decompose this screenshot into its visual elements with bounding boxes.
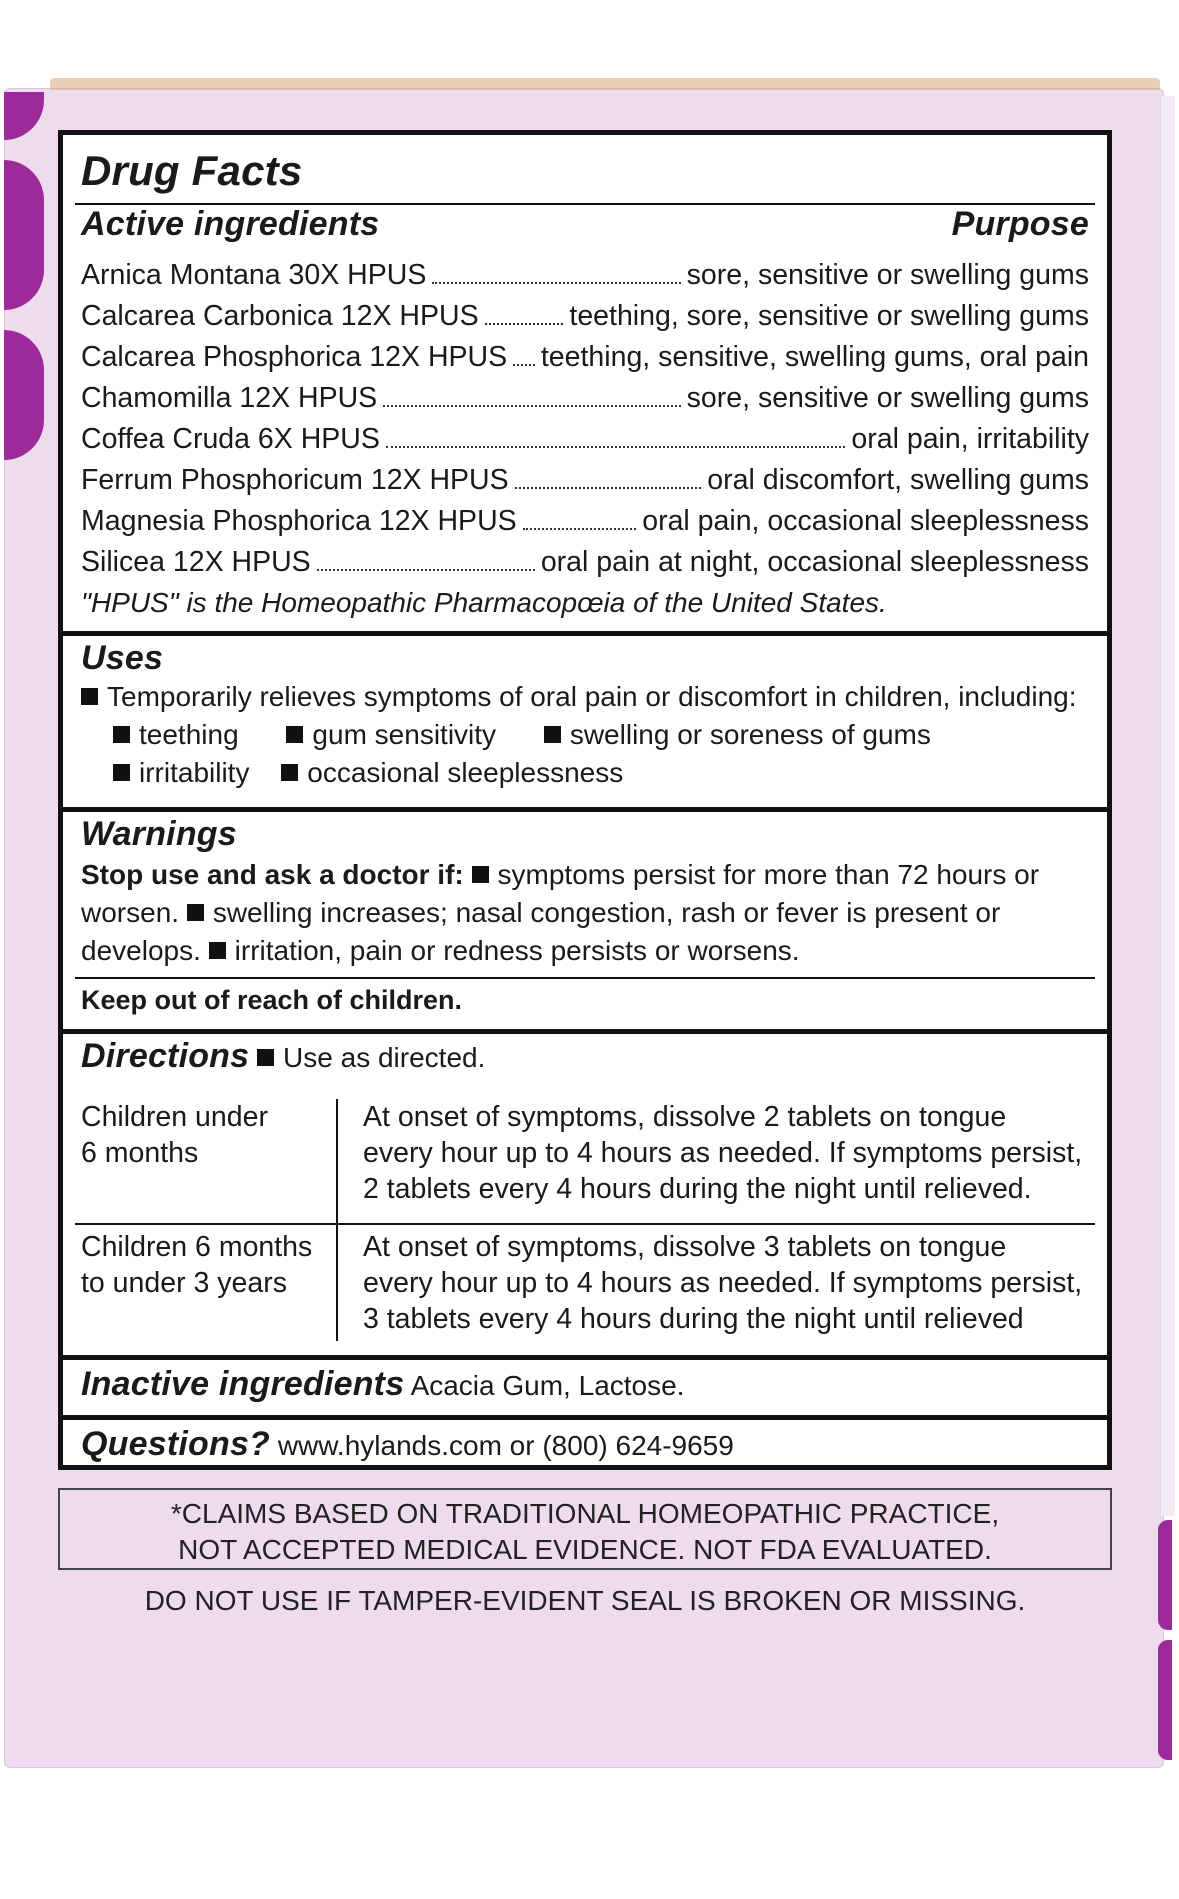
ingredient-purpose: oral pain at night, occasional sleeplessness: [540, 546, 1089, 578]
questions-header: Questions?: [81, 1425, 271, 1463]
ingredient-purpose: oral pain, irritability: [851, 423, 1089, 455]
inactive-value: Acacia Gum, Lactose.: [410, 1370, 685, 1401]
ingredient-row: [81, 258, 1089, 292]
dosage-text: every hour up to 4 hours as needed. If symptoms persist,: [363, 1267, 1083, 1299]
age-text: Children 6 months: [81, 1231, 313, 1263]
claims-line: NOT ACCEPTED MEDICAL EVIDENCE. NOT FDA EVALUATED.: [178, 1534, 992, 1565]
ingredient-row: [81, 381, 1089, 415]
directions-note: Use as directed.: [283, 1042, 486, 1073]
drug-facts-title: Drug Facts: [81, 147, 303, 194]
dosage-cell: [363, 1099, 1082, 1207]
warning-text: develops.: [81, 935, 201, 966]
uses-intro: [81, 681, 1089, 713]
inactive-header: Inactive ingredients: [81, 1365, 405, 1403]
ingredient-name: Ferrum Phosphoricum 12X HPUS: [81, 464, 509, 496]
ingredient-purpose: oral pain, occasional sleeplessness: [642, 505, 1089, 537]
package-side: [1160, 96, 1175, 1516]
questions-contact: www.hylands.com or (800) 624-9659: [277, 1430, 734, 1461]
warnings-line-3: [81, 935, 1089, 967]
bullet-icon: [187, 904, 204, 921]
warnings-line-1: [81, 859, 1089, 891]
ingredient-name: Chamomilla 12X HPUS: [81, 382, 378, 414]
warning-text: worsen.: [81, 897, 180, 928]
ingredient-purpose: sore, sensitive or swelling gums: [686, 259, 1089, 291]
bullet-icon: [113, 764, 130, 781]
bullet-icon: [281, 764, 298, 781]
bullet-icon: [472, 866, 489, 883]
dosage-cell: [363, 1229, 1082, 1337]
ingredient-name: Magnesia Phosphorica 12X HPUS: [81, 505, 517, 537]
keep-out-of-reach: Keep out of reach of children.: [81, 985, 463, 1015]
uses-items-row1: [113, 719, 1089, 751]
bullet-icon: [257, 1049, 274, 1066]
stop-use-label: Stop use and ask a doctor if:: [81, 859, 464, 890]
warning-rule: [75, 977, 1095, 979]
ingredient-row: [81, 463, 1089, 497]
directions-row-divider: [75, 1223, 1095, 1225]
warnings-header: Warnings: [81, 815, 237, 853]
warnings-line-2: [81, 897, 1089, 929]
ingredient-row: [81, 545, 1089, 579]
bullet-icon: [81, 688, 98, 705]
use-item: occasional sleeplessness: [307, 757, 624, 788]
ingredient-name: Calcarea Carbonica 12X HPUS: [81, 300, 479, 332]
drug-facts-panel: [58, 130, 1112, 1470]
dosage-text: 3 tablets every 4 hours during the night until relieved: [363, 1303, 1024, 1335]
use-item: gum sensitivity: [312, 719, 497, 750]
age-cell: [81, 1099, 268, 1171]
ingredient-purpose: sore, sensitive or swelling gums: [686, 382, 1089, 414]
dosage-text: At onset of symptoms, dissolve 2 tablets on tongue: [363, 1101, 1007, 1133]
decor-shape: [4, 160, 44, 310]
directions-header: Directions: [81, 1037, 250, 1075]
inactive-ingredients: [81, 1365, 1089, 1404]
ingredient-name: Coffea Cruda 6X HPUS: [81, 423, 380, 455]
ingredient-row: [81, 299, 1089, 333]
questions: [81, 1425, 1089, 1464]
section-divider: [63, 1415, 1107, 1420]
section-divider: [63, 807, 1107, 812]
ingredient-row: [81, 422, 1089, 456]
ingredient-row: [81, 504, 1089, 538]
bullet-icon: [286, 726, 303, 743]
warning-text: symptoms persist for more than 72 hours or: [497, 859, 1040, 890]
decor-shape: [4, 330, 44, 460]
age-text: 6 months: [81, 1137, 199, 1169]
dosage-text: every hour up to 4 hours as needed. If symptoms persist,: [363, 1137, 1083, 1169]
age-text: to under 3 years: [81, 1267, 287, 1299]
ingredient-row: [81, 340, 1089, 374]
bullet-icon: [113, 726, 130, 743]
uses-header: Uses: [81, 639, 164, 677]
tamper-warning: DO NOT USE IF TAMPER-EVIDENT SEAL IS BROKEN OR MISSING.: [144, 1585, 1026, 1616]
bullet-icon: [209, 942, 226, 959]
ingredient-purpose: oral discomfort, swelling gums: [707, 464, 1089, 496]
uses-intro-text: Temporarily relieves symptoms of oral pain or discomfort in children, including:: [107, 681, 1077, 712]
claims-box: [58, 1488, 1112, 1570]
use-item: teething: [139, 719, 239, 750]
warning-text: swelling increases; nasal congestion, rash or fever is present or: [212, 897, 1001, 928]
package-top-edge: [50, 78, 1160, 90]
age-cell: [81, 1229, 312, 1301]
dosage-text: At onset of symptoms, dissolve 3 tablets on tongue: [363, 1231, 1007, 1263]
ingredient-purpose: teething, sensitive, swelling gums, oral pain: [540, 341, 1089, 373]
section-divider: [63, 631, 1107, 636]
ingredient-name: Arnica Montana 30X HPUS: [81, 259, 427, 291]
directions-column-divider: [336, 1099, 338, 1341]
hpus-note: "HPUS" is the Homeopathic Pharmacopœia of the United States.: [81, 587, 887, 618]
ingredient-name: Calcarea Phosphorica 12X HPUS: [81, 341, 508, 373]
claims-line: *CLAIMS BASED ON TRADITIONAL HOMEOPATHIC PRACTICE,: [170, 1498, 1000, 1529]
use-item: irritability: [139, 757, 250, 788]
active-ingredients-header: Active ingredients: [81, 205, 380, 243]
ingredient-purpose: teething, sore, sensitive or swelling gums: [569, 300, 1089, 332]
directions-heading: [81, 1037, 1089, 1076]
section-divider: [63, 1355, 1107, 1360]
uses-items-row2: [113, 757, 1089, 789]
bullet-icon: [544, 726, 561, 743]
warning-text: irritation, pain or redness persists or worsens.: [234, 935, 800, 966]
age-text: Children under: [81, 1101, 268, 1133]
decor-shape: [1158, 1520, 1172, 1630]
section-divider: [63, 1029, 1107, 1034]
ingredient-name: Silicea 12X HPUS: [81, 546, 311, 578]
purpose-header: Purpose: [951, 205, 1089, 243]
decor-shape: [1158, 1640, 1172, 1760]
use-item: swelling or soreness of gums: [569, 719, 931, 750]
dosage-text: 2 tablets every 4 hours during the night until relieved.: [363, 1173, 1032, 1205]
